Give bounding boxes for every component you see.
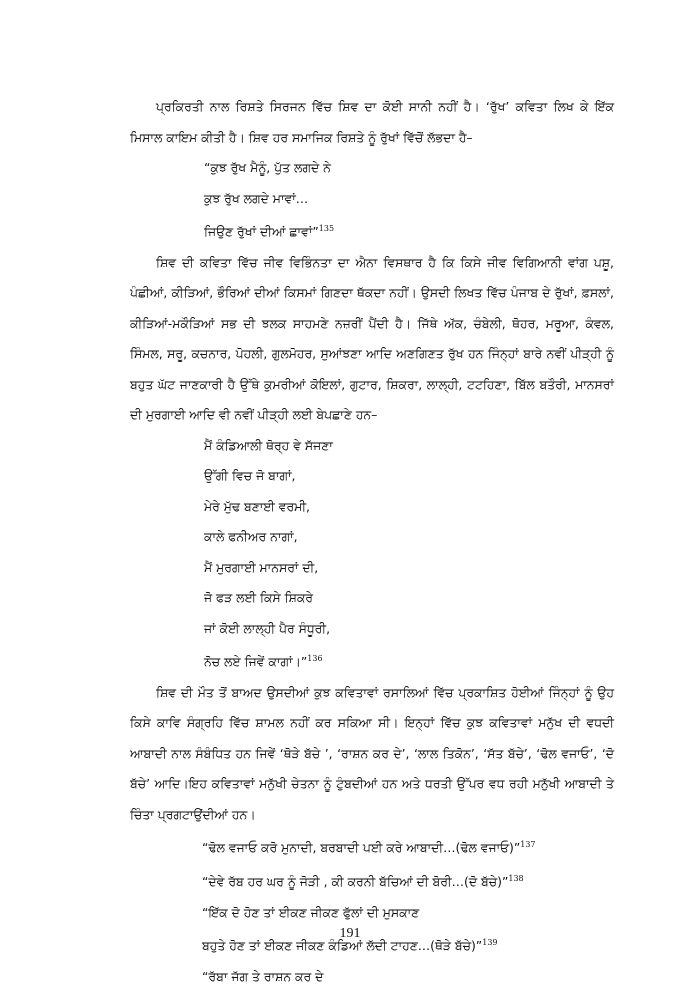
verse-line-text: “ਰੱਬਾ ਜੱਗ ਤੇ ਰਾਸ਼ਨ ਕਰ ਦੇ	[202, 968, 324, 984]
verse-block-2	[130, 431, 614, 678]
verse-line	[204, 522, 614, 553]
verse-line-text: “ਦੇਵੇ ਰੱਬ ਹਰ ਘਰ ਨੂੰ ਜੋੜੀ , ਕੀ ਕਰਨੀ ਬੱਚਿਆਂ ਦੀ ਬੋਰੀ…(ਦੋ ਬੱਚੇ)”	[202, 874, 509, 889]
verse-line-text: ਮੈਂ ਮੁਰਗਾਈ ਮਾਨਸਰਾਂ ਦੀ,	[204, 559, 319, 575]
verse-line	[204, 184, 614, 215]
verse-line-text: ਜੋ ਫੜ ਲਈ ਕਿਸੇ ਸ਼ਿਕਰੇ	[204, 590, 313, 606]
verse-line	[204, 461, 614, 492]
paragraph-3-text: ਸ਼ਿਵ ਦੀ ਮੌਤ ਤੋਂ ਬਾਅਦ ਉਸਦੀਆਂ ਕੁਝ ਕਵਿਤਾਵਾਂ ਰਸਾਲਿਆਂ ਵਿੱਚ ਪ੍ਰਕਾਸ਼ਿਤ ਹੋਈਆਂ ਜਿੰਨ੍ਹਾਂ ਨੂੰ ਉਹ ਕਿਸੇ ਕਾਵਿ ਸੰਗ੍ਰਹਿ ਵਿੱਚ ਸ਼ਾਮਲ ਨਹੀਂ ਕਰ ਸਕਿਆ ਸੀ। ਇਨ੍ਹਾਂ ਵਿੱਚ ਕੁਝ ਕਵਿਤਾਵਾਂ ਮਨੁੱਖ ਦੀ ਵਧਦੀ ਆਬਾਦੀ ਨਾਲ ਸੰਬੰਧਿਤ ਹਨ ਜਿਵੇਂ ‘ਥੋੜੇ ਬੱਚੇ ’, ‘ਰਾਸ਼ਨ ਕਰ ਦੇ’, ‘ਲਾਲ ਤਿਕੋਨ’, ‘ਸੱਤ ਬੱਚੇ’, ‘ਢੋਲ ਵਜਾਓ’, ‘ਦੋ ਬੱਚੇ’ ਆਦਿ।ਇਹ ਕਵਿਤਾਵਾਂ ਮਨੁੱਖੀ ਚੇਤਨਾ ਨੂੰ ਟੁੰਬਦੀਆਂ ਹਨ ਅਤੇ ਧਰਤੀ ਉੱਪਰ ਵਧ ਰਹੀ ਮਨੁੱਖੀ ਆਬਾਦੀ ਤੇ ਚਿੰਤਾ ਪ੍ਰਗਟਾਉਂਦੀਆਂ ਹਨ।	[130, 684, 614, 822]
verse-line	[204, 553, 614, 584]
paragraph-1-text: ਪ੍ਰਕਿਰਤੀ ਨਾਲ ਰਿਸ਼ਤੇ ਸਿਰਜਨ ਵਿੱਚ ਸ਼ਿਵ ਦਾ ਕੋਈ ਸਾਨੀ ਨਹੀਂ ਹੈ। ‘ਰੁੱਖ’ ਕਵਿਤਾ ਲਿਖ ਕੇ ਇੱਕ ਮਿਸਾਲ ਕਾਇਮ ਕੀਤੀ ਹੈ। ਸ਼ਿਵ ਹਰ ਸਮਾਜਿਕ ਰਿਸ਼ਤੇ ਨੂੰ ਰੁੱਖਾਂ ਵਿੱਚੋਂ ਲੱਭਦਾ ਹੈ–	[130, 99, 614, 145]
verse-line	[202, 962, 614, 992]
verse-line	[204, 153, 614, 184]
paragraph-3	[130, 678, 614, 831]
verse-line	[202, 830, 614, 864]
verse-line-text: “ਇੱਕ ਦੋ ਹੋਣ ਤਾਂ ਈਕਣ ਜੀਕਣ ਫੁੱਲਾਂ ਦੀ ਮੁਸਕਾਣ	[202, 904, 420, 920]
verse-line-text: “ਕੁਝ ਰੁੱਖ ਮੈਨੂੰ, ਪੁੱਤ ਲਗਦੇ ਨੇ	[204, 160, 331, 175]
footnote-reference: 135	[318, 224, 335, 233]
verse-line	[202, 898, 614, 929]
verse-line-text: ਉੱਗੀ ਵਿਚ ਜੋ ਬਾਗਾਂ,	[204, 468, 296, 484]
verse-block-3	[130, 830, 614, 992]
verse-line-text: ਮੇਰੇ ਮੁੱਢ ਬਣਾਈ ਵਰਮੀ,	[204, 498, 310, 514]
verse-line	[204, 644, 614, 678]
verse-line	[202, 864, 614, 898]
verse-line-text: ਬਹੁਤੇ ਹੋਣ ਤਾਂ ਈਕਣ ਜੀਕਣ ਕੰਡਿਆਂ ਲੱਦੀ ਟਾਹਣ…(ਥੋੜੇ ਬੱਚੇ)”	[202, 938, 483, 954]
verse-line	[204, 614, 614, 645]
footnote-reference: 137	[520, 840, 536, 850]
verse-line-text: ਜਿਉਣ ਰੁੱਖਾਂ ਦੀਆਂ ਛਾਵਾਂ”	[204, 224, 319, 240]
verse-line	[204, 214, 614, 248]
verse-line	[204, 431, 614, 462]
paragraph-1	[130, 92, 614, 153]
verse-line-text: ਮੈਂ ਕੰਡਿਆਲੀ ਥੋਰ੍ਹ ਵੇ ਸੱਜਣਾ	[204, 437, 333, 453]
footnote-reference: 136	[307, 654, 323, 664]
paragraph-2	[130, 248, 614, 431]
footnote-reference: 138	[508, 873, 524, 883]
page-number: 191	[339, 926, 361, 941]
verse-line-text: “ਢੋਲ ਵਜਾਓ ਕਰੋ ਮੁਨਾਦੀ, ਬਰਬਾਦੀ ਪਈ ਕਰੇ ਆਬਾਦੀ…(ਢੋਲ ਵਜਾਓ)”	[202, 840, 521, 856]
verse-line-text: ਕੁਝ ਰੁੱਖ ਲਗਦੇ ਮਾਵਾਂ…	[204, 190, 309, 206]
verse-line	[204, 583, 614, 614]
verse-block-1	[130, 153, 614, 248]
verse-line-text: ਜਾਂ ਕੋਈ ਲਾਲ੍ਹੀ ਪੈਰ ਸੰਧੂਰੀ,	[204, 620, 331, 636]
verse-line-text: ਕਾਲੇ ਫਨੀਅਰ ਨਾਗਾਂ,	[204, 529, 298, 545]
footnote-reference: 139	[482, 938, 498, 947]
verse-line	[204, 492, 614, 523]
paragraph-2-text: ਸ਼ਿਵ ਦੀ ਕਵਿਤਾ ਵਿੱਚ ਜੀਵ ਵਿਭਿੰਨਤਾ ਦਾ ਐਨਾ ਵਿਸਥਾਰ ਹੈ ਕਿ ਕਿਸੇ ਜੀਵ ਵਿਗਿਆਨੀ ਵਾਂਗ ਪਸ਼ੂ, ਪੰਛੀਆਂ, ਕੀੜਿਆਂ, ਭੌਰਿਆਂ ਦੀਆਂ ਕਿਸਮਾਂ ਗਿਣਦਾ ਥੱਕਦਾ ਨਹੀਂ। ਉਸਦੀ ਲਿਖਤ ਵਿੱਚ ਪੰਜਾਬ ਦੇ ਰੁੱਖਾਂ, ਫ਼ਸਲਾਂ, ਕੀੜਿਆਂ-ਮਕੌੜਿਆਂ ਸਭ ਦੀ ਝਲਕ ਸਾਹਮਣੇ ਨਜ਼ਰੀਂ ਪੈਂਦੀ ਹੈ। ਜਿੱਥੇ ਅੱਕ, ਚੰਬੇਲੀ, ਥੋਹਰ, ਮਰੂਆ, ਕੰਵਲ, ਸਿੰਮਲ, ਸਰੂ, ਕਚਨਾਰ, ਪੋਹਲੀ, ਗੁਲਮੋਹਰ, ਸੁਆਂਝਣਾ ਆਦਿ ਅਣਗਿਣਤ ਰੁੱਖ ਹਨ ਜਿੰਨ੍ਹਾਂ ਬਾਰੇ ਨਵੀਂ ਪੀੜ੍ਹੀ ਨੂੰ ਬਹੁਤ ਘੱਟ ਜਾਣਕਾਰੀ ਹੈ ਉੱਥੇ ਕੁਮਰੀਆਂ ਕੋਇਲਾਂ, ਗੁਟਾਰ, ਸ਼ਿਕਰਾ, ਲਾਲ੍ਹੀ, ਟਟਹਿਣਾ, ਬਿੱਲ ਬਤੌਰੀ, ਮਾਨਸਰਾਂ ਦੀ ਮੁਰਗਾਈ ਆਦਿ ਵੀ ਨਵੀਂ ਪੀੜ੍ਹੀ ਲਈ ਬੇਪਛਾਣੇ ਹਨ–	[130, 254, 614, 423]
verse-line-text: ਨੋਚ ਲਏ ਜਿਵੇਂ ਕਾਗਾਂ।”	[204, 654, 308, 670]
